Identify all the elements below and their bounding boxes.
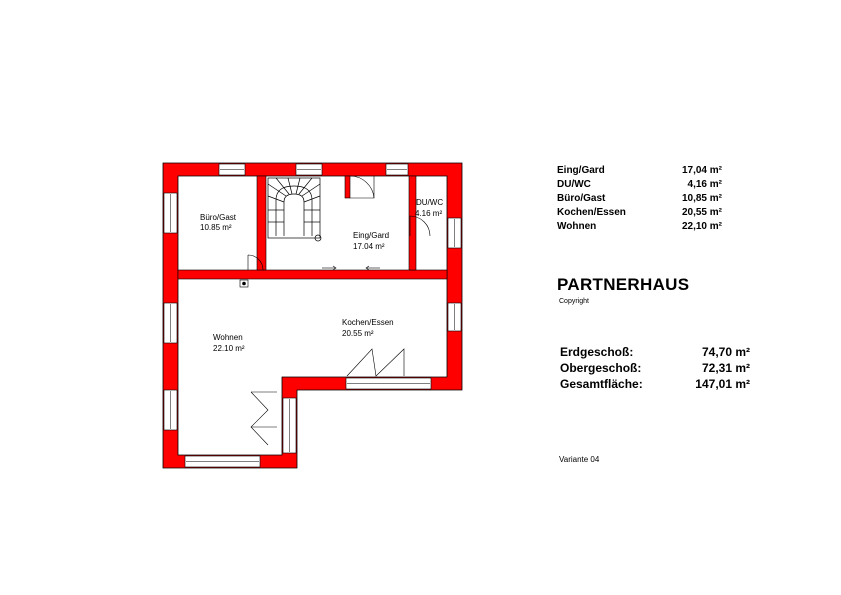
room-table-area: 10,85 m² xyxy=(681,193,722,204)
total-value: 147,01 m² xyxy=(695,377,750,391)
total-value: 74,70 m² xyxy=(701,345,750,359)
room-name-eing: Eing/Gard xyxy=(353,231,390,240)
copyright-label: Copyright xyxy=(559,298,589,305)
room-area-wohnen: 22.10 m² xyxy=(213,344,245,353)
room-name-buero: Büro/Gast xyxy=(200,213,237,222)
room-name-wohnen: Wohnen xyxy=(213,333,243,342)
room-name-duwc: DU/WC xyxy=(416,198,444,207)
room-area-kochen: 20.55 m² xyxy=(342,329,374,338)
table-row xyxy=(557,206,722,220)
table-row xyxy=(560,344,750,360)
totals-table xyxy=(560,344,750,392)
room-area-eing: 17.04 m² xyxy=(353,242,385,251)
room-table-name: Wohnen xyxy=(557,221,597,232)
room-table-area: 17,04 m² xyxy=(681,165,722,176)
table-row xyxy=(557,192,722,206)
room-table-name: DU/WC xyxy=(557,179,591,190)
room-area-duwc: 4.16 m² xyxy=(415,209,443,218)
room-table-area: 20,55 m² xyxy=(681,207,722,218)
variant-label: Variante 04 xyxy=(559,455,600,464)
total-label: Erdgeschoß: xyxy=(560,345,634,359)
table-row xyxy=(560,360,750,376)
total-label: Obergeschoß: xyxy=(560,361,642,375)
room-area-table xyxy=(557,164,722,234)
table-row xyxy=(557,220,722,234)
room-table-name: Eing/Gard xyxy=(557,165,605,176)
page-title: PARTNERHAUS xyxy=(557,275,690,294)
total-label: Gesamtfläche: xyxy=(560,377,643,391)
room-table-area: 22,10 m² xyxy=(681,221,722,232)
room-name-kochen: Kochen/Essen xyxy=(342,318,394,327)
table-row xyxy=(557,178,722,192)
room-table-name: Kochen/Essen xyxy=(557,207,626,218)
table-row xyxy=(560,376,750,392)
table-row xyxy=(557,164,722,178)
room-table-area: 4,16 m² xyxy=(687,179,722,190)
room-table-name: Büro/Gast xyxy=(557,193,606,204)
room-area-buero: 10.85 m² xyxy=(200,223,232,232)
staircase xyxy=(268,178,321,241)
total-value: 72,31 m² xyxy=(701,361,750,375)
